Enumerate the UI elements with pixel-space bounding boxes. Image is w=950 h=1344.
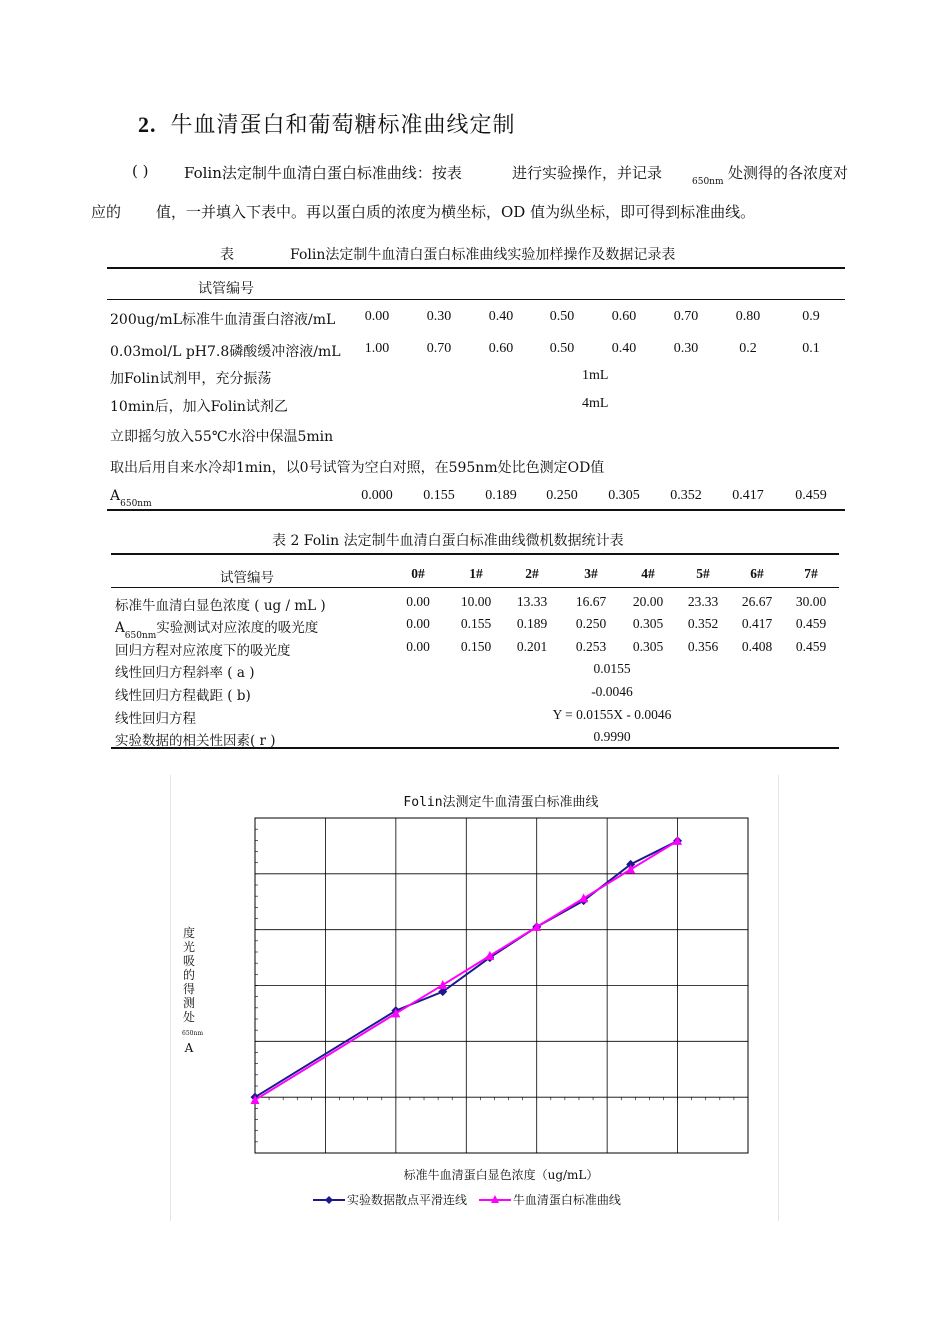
intro-line1c: 处测得的各浓度对 <box>728 164 849 182</box>
abs-text: 实验测试对应浓度的吸光度 <box>156 620 319 636</box>
table1-step1-value: 1mL <box>582 368 609 383</box>
table1-cell: 0.352 <box>670 488 702 503</box>
table2-cell: 13.33 <box>516 594 548 609</box>
table2-cell: 0.253 <box>575 639 607 654</box>
table1-step4-label: 取出后用自来水冷却1min，以0号试管为空白对照，在595nm处比色测定OD值 <box>110 460 605 476</box>
table2-cell: 0.250 <box>575 616 607 631</box>
table2-cell: 0.417 <box>741 616 773 631</box>
table2-cell: 26.67 <box>741 594 773 609</box>
table1-step2-label: 10min后，加入Folin试剂乙 <box>110 399 288 415</box>
intro-paren: ( ) <box>132 162 149 180</box>
table2-intercept-value: -0.0046 <box>591 684 633 699</box>
chart-ylabel-text: 度光吸的得测处 <box>182 926 195 1024</box>
table1-cell: 0.155 <box>423 488 455 503</box>
legend-label: 牛血清蛋白标准曲线 <box>512 1193 621 1207</box>
table1-cell: 0.40 <box>611 341 637 356</box>
table1-cell: 0.2 <box>739 341 757 356</box>
table2-cell: 23.33 <box>687 594 719 609</box>
table1-cell: 0.40 <box>488 309 514 324</box>
table2-tube-header: 7# <box>804 566 818 581</box>
chart-ylabel-unit: 650nm <box>182 1030 204 1037</box>
table2-tube-header: 6# <box>750 566 764 581</box>
table2-intercept-label: 线性回归方程截距 ( b) <box>115 688 251 704</box>
chart-xlabel: 标准牛血清蛋白显色浓度（ug/mL） <box>403 1168 599 1182</box>
table1-row1-label: 200ug/mL标准牛血清蛋白溶液/mL <box>110 312 336 328</box>
table1-cell: 0.000 <box>361 488 393 503</box>
a-letter: A <box>110 488 121 504</box>
table2-r-value: 0.9990 <box>593 729 631 744</box>
table1-cell: 0.50 <box>549 309 575 324</box>
section-number: 2. <box>138 112 157 137</box>
table2-cell: 0.00 <box>406 616 430 631</box>
table2-tube-header: 0# <box>411 566 425 581</box>
table2-equation-value: Y = 0.0155X - 0.0046 <box>552 707 672 722</box>
table1-cell: 0.30 <box>426 309 452 324</box>
table2-cell: 0.155 <box>460 616 492 631</box>
table1-header: 试管编号 <box>198 281 254 297</box>
table1-cell: 0.305 <box>608 488 640 503</box>
abs-letter: A <box>115 620 125 636</box>
table2-cell: 20.00 <box>632 594 664 609</box>
legend-swatch-triangle <box>479 1194 511 1206</box>
table2-cell: 0.150 <box>460 639 492 654</box>
table1-row2-label: 0.03mol/L pH7.8磷酸缓冲溶液/mL <box>110 344 341 360</box>
intro-line1-sub: 650nm <box>692 177 724 187</box>
table2-cell: 16.67 <box>575 594 607 609</box>
table1-cell: 0.189 <box>485 488 517 503</box>
a-subscript: 650nm <box>120 499 152 509</box>
table2-tube-header: 5# <box>696 566 710 581</box>
table2-cell: 0.305 <box>632 616 664 631</box>
chart-legend <box>313 1191 621 1209</box>
table1-step1-label: 加Folin试剂甲，充分振荡 <box>110 371 272 387</box>
table2-tube-header: 4# <box>641 566 655 581</box>
legend-item-series-2 <box>479 1191 621 1208</box>
table2-slope-value: 0.0155 <box>593 661 631 676</box>
table1-cell: 0.80 <box>735 309 761 324</box>
table2-cell: 10.00 <box>460 594 492 609</box>
table1-cell: 0.60 <box>611 309 637 324</box>
table1-cell: 0.70 <box>426 341 452 356</box>
table2-cell: 0.201 <box>516 639 548 654</box>
table2-tube-header: 2# <box>525 566 539 581</box>
table1-caption-prefix: 表 <box>220 247 234 263</box>
table1-cell: 0.459 <box>795 488 827 503</box>
intro-line2b: 值，一并填入下表中。再以蛋白质的浓度为横坐标，OD 值为纵坐标，即可得到标准曲线。 <box>156 203 756 221</box>
table1-cell: 0.30 <box>673 341 699 356</box>
table2-equation-label: 线性回归方程 <box>115 711 196 727</box>
table1-step3-label: 立即摇匀放入55℃水浴中保温5min <box>110 429 334 445</box>
table2-conc-label: 标准牛血清白显色浓度 ( ug / mL ) <box>115 598 326 614</box>
section-title: 牛血清蛋白和葡萄糖标准曲线定制 <box>170 113 516 138</box>
table1-cell: 0.9 <box>802 309 820 324</box>
table2-cell: 0.189 <box>516 616 548 631</box>
table1-step2-value: 4mL <box>582 396 609 411</box>
legend-item-series-1 <box>313 1191 467 1208</box>
table2-cell: 0.356 <box>687 639 719 654</box>
intro-line1a: Folin法定制牛血清白蛋白标准曲线：按表 <box>184 164 462 182</box>
table1-cell: 0.50 <box>549 341 575 356</box>
chart-title: Folin法测定牛血清蛋白标准曲线 <box>403 795 599 810</box>
table2-cell: 0.305 <box>632 639 664 654</box>
table2-fit-label: 回归方程对应浓度下的吸光度 <box>115 643 291 659</box>
legend-swatch-diamond <box>313 1194 345 1206</box>
table2-header-label: 试管编号 <box>220 570 274 586</box>
table1-cell: 0.60 <box>488 341 514 356</box>
intro-line2a: 应的 <box>91 203 122 221</box>
table2-cell: 0.459 <box>795 616 827 631</box>
abs-subscript: 650nm <box>124 631 157 641</box>
table2-caption: 表 2 Folin 法定制牛血清白蛋白标准曲线微机数据统计表 <box>272 533 624 549</box>
table2-tube-header: 3# <box>584 566 598 581</box>
table1-cell: 1.00 <box>364 341 390 356</box>
table2-cell: 0.352 <box>687 616 719 631</box>
table1-cell: 0.00 <box>364 309 390 324</box>
table2-cell: 30.00 <box>795 594 827 609</box>
table1-cell: 0.250 <box>546 488 578 503</box>
table2-r-label: 实验数据的相关性因素( r ) <box>115 733 276 749</box>
intro-line1b: 进行实验操作，并记录 <box>512 164 663 182</box>
table1-cell: 0.417 <box>732 488 764 503</box>
table2-cell: 0.00 <box>406 594 430 609</box>
chart-ylabel-a: A <box>184 1041 194 1055</box>
table2-slope-label: 线性回归方程斜率 ( a ) <box>115 665 255 681</box>
table2-cell: 0.408 <box>741 639 773 654</box>
table1-caption: Folin法定制牛血清白蛋白标准曲线实验加样操作及数据记录表 <box>290 247 676 263</box>
table1-cell: 0.70 <box>673 309 699 324</box>
legend-label: 实验数据散点平滑连线 <box>347 1193 468 1207</box>
table2-cell: 0.00 <box>406 639 430 654</box>
table1-cell: 0.1 <box>802 341 820 356</box>
table2-cell: 0.459 <box>795 639 827 654</box>
table2-tube-header: 1# <box>469 566 483 581</box>
